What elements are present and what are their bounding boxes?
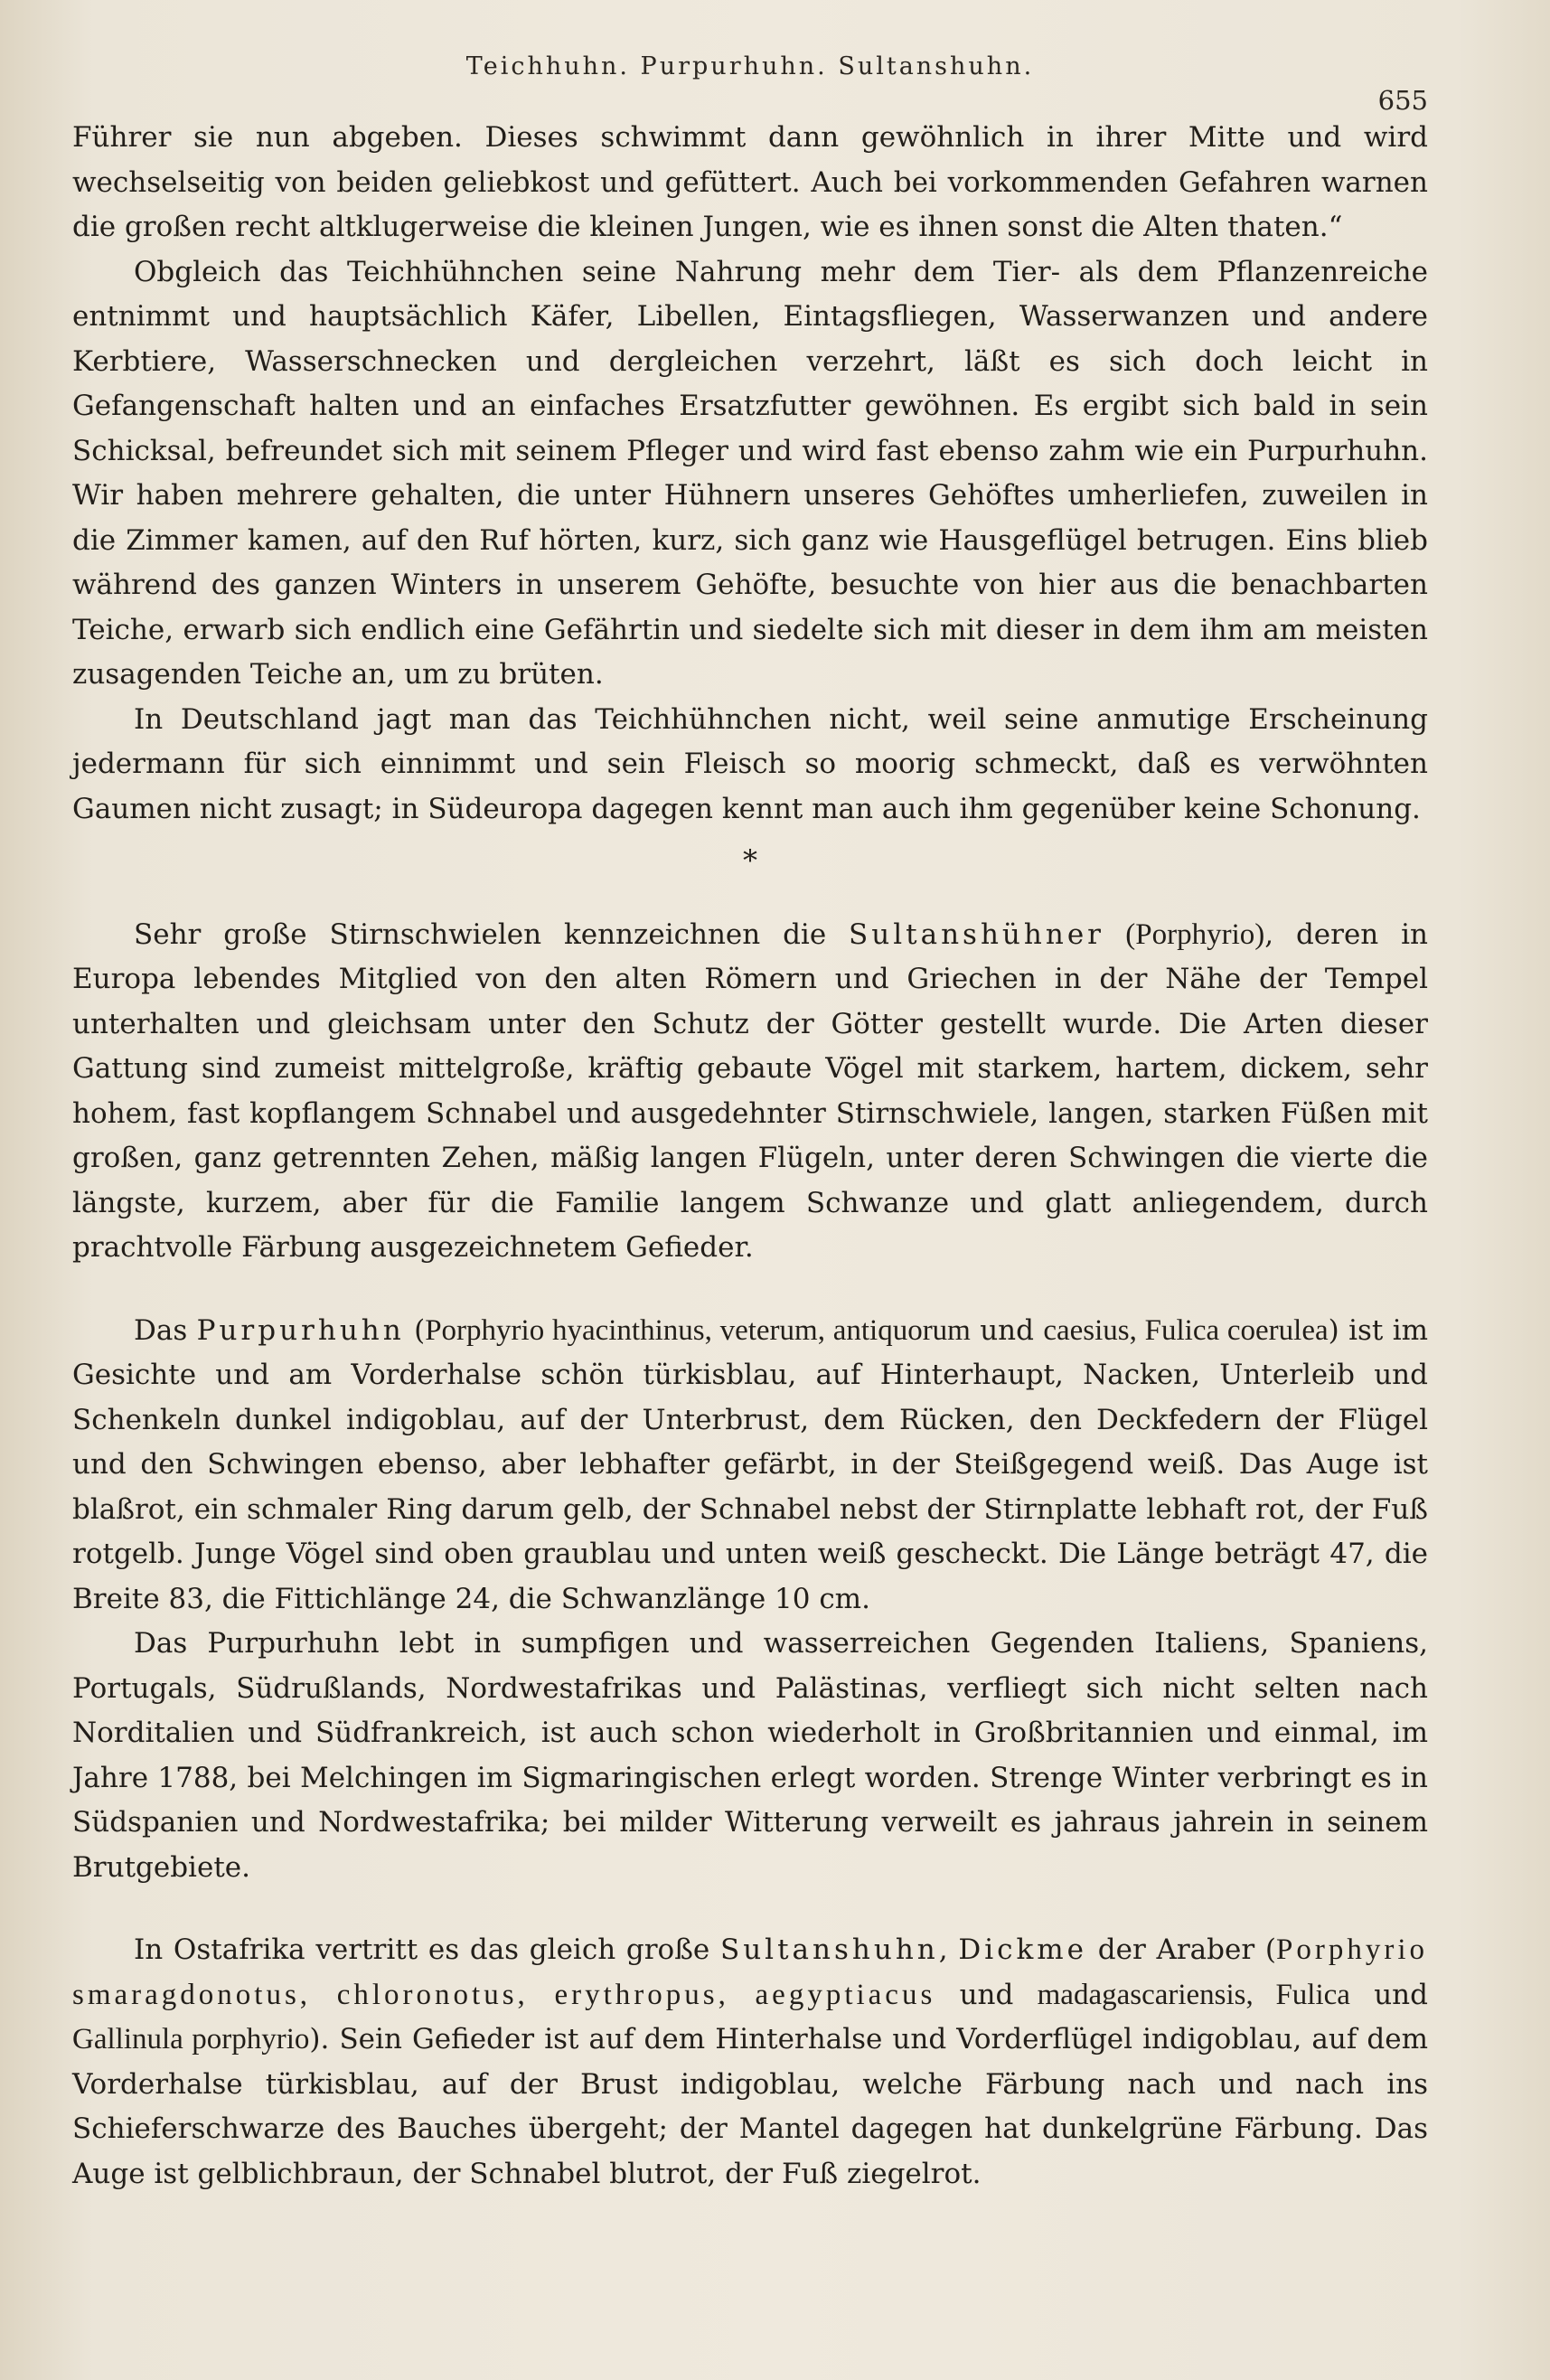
latin-name: caesius, Fulica coerulea [1043, 1313, 1329, 1347]
text-run: In Ostafrika vertritt es das gleich große [134, 1933, 720, 1966]
bold-term: Sultanshühner [849, 917, 1104, 951]
paragraph-continued: Führer sie nun abgeben. Dieses schwimmt dann gewöhnlich in ihrer Mitte und wird wechselseitig von beiden geliebkost und gefüttert. Auch bei vorkommenden Gefahren warnen die großen recht altklugerweise die kleinen Jungen, wie es ihnen sonst die Alten thaten.“ [72, 121, 1428, 243]
text-run: Sehr große Stirnschwielen kennzeichnen die [134, 917, 850, 951]
page-header [72, 52, 1428, 116]
latin-name: Gallinula porphyrio [72, 2023, 310, 2055]
paragraph-purpurhuhn-range: Das Purpurhuhn lebt in sumpfigen und wasserreichen Gegenden Italiens, Spaniens, Portugals, Südrußlands, Nordwestafrikas und Palästinas, verfliegt sich nicht selten nach Norditalien und Südfrankreich, ist auch schon wiederholt in Großbritannien und einmal, im Jahre 1788, bei Melchingen im Sigmaringischen erlegt worden. Strenge Winter verbringt es in Südspanien und Nordwestafrika; bei milder Witterung verweilt es jahraus jahrein in seinem Brutgebiete. [72, 1627, 1428, 1884]
text-run: , [938, 1933, 959, 1966]
bold-term: Sultanshuhn [719, 1933, 939, 1966]
page-body [72, 116, 1428, 2197]
text-run: ). Sein Gefieder ist auf dem Hinterhalse und Vorderflügel indigoblau, auf dem Vorderhalse türkisblau, auf der Brust indigoblau, welche Färbung nach und nach ins Schieferschwarze des Bauches übergeht; der Mantel dagegen hat dunkelgrüne Färbung. Das Auge ist gelblichbraun, der Schnabel blutrot, der Fuß ziegelrot. [72, 2023, 1428, 2190]
section-divider: * [743, 843, 757, 878]
paragraph-purpurhuhn-description [72, 1309, 1428, 1623]
paragraph-sultanshuhn-ostafrika [72, 1928, 1428, 2197]
text-run: ( [404, 1313, 426, 1347]
text-run: und [1349, 1978, 1428, 2011]
text-run: und [970, 1313, 1044, 1347]
latin-name: Porphyrio hyacinthinus, veterum, antiquorum [425, 1313, 971, 1347]
paragraph-teichhuhn-captivity: Obgleich das Teichhühnchen seine Nahrung mehr dem Tier- als dem Pflanzenreiche entnimmt und hauptsächlich Käfer, Libellen, Eintagsfliegen, Wasserwanzen und andere Kerbtiere, Wasserschnecken und dergleichen verzehrt, läßt es sich doch leicht in Gefangenschaft halten und an einfaches Ersatzfutter gewöhnen. Es ergibt sich bald in sein Schicksal, befreundet sich mit seinem Pfleger und wird fast ebenso zahm wie ein Purpurhuhn. Wir haben mehrere gehalten, die unter Hühnern unseres Gehöftes umherliefen, zuweilen in die Zimmer kamen, auf den Ruf hörten, kurz, sich ganz wie Hausgeflügel betrugen. Eins blieb während des ganzen Winters in unserem Gehöfte, besuchte von hier aus die benachbarten Teiche, erwarb sich endlich eine Gefährtin und siedelte sich mit dieser in dem ihm am meisten zusagenden Teiche an, um zu brüten. [72, 255, 1428, 691]
bold-term: Purpurhuhn [196, 1313, 405, 1347]
paragraph-sultanshuehner-intro [72, 913, 1428, 1271]
latin-name: (Porphyrio) [1104, 917, 1265, 951]
running-head: Teichhuhn. Purpurhuhn. Sultanshuhn. [465, 52, 1035, 80]
paragraph-teichhuhn-hunting: In Deutschland jagt man das Teichhühnchen nicht, weil seine anmutige Erscheinung jedermann für sich einnimmt und sein Fleisch so moorig schmeckt, daß es verwöhnten Gaumen nicht zusagt; in Südeuropa dagegen kennt man auch ihm gegenüber keine Schonung. [72, 702, 1428, 825]
text-run: , deren in Europa lebendes Mitglied von den alten Römern und Griechen in der Nähe der Tempel unterhalten und gleichsam unter den Schutz der Götter gestellt wurde. Die Arten dieser Gattung sind zumeist mittelgroße, kräftig gebaute Vögel mit starkem, hartem, dickem, sehr hohem, fast kopflangem Schnabel und ausgedehnter Stirnschwiele, langen, starken Füßen mit großen, ganz getrennten Zehen, mäßig langen Flügeln, unter deren Schwingen die vierte die längste, kurzem, aber für die Familie langem Schwanze und glatt anliegendem, durch prachtvolle Färbung ausgezeichnetem Gefieder. [72, 917, 1428, 1264]
latin-name: madagascariensis, Fulica [1037, 1978, 1350, 2011]
text-run: ) ist im Gesichte und am Vorderhalse schön türkisblau, auf Hinterhaupt, Nacken, Unterleib und Schenkeln dunkel indigoblau, auf der Unterbrust, dem Rücken, den Deckfedern der Flügel und den Schwingen ebenso, aber lebhafter gefärbt, in der Steißgegend weiß. Das Auge ist blaßrot, ein schmaler Ring darum gelb, der Schnabel nebst der Stirnplatte lebhaft rot, der Fuß rotgelb. Junge Vögel sind oben graublau und unten weiß gescheckt. Die Länge beträgt 47, die Breite 83, die Fittichlänge 24, die Schwanzlänge 10 cm. [72, 1313, 1429, 1615]
page-number: 655 [1377, 85, 1428, 116]
text-run: und [935, 1978, 1038, 2011]
text-run: Das [134, 1313, 197, 1347]
bold-term: Dickme [958, 1933, 1088, 1966]
text-run: der Araber ( [1087, 1933, 1276, 1966]
latin-name: Porphyrio smaragdonotus, chloronotus, erythropus, aegyptiacus [72, 1933, 1428, 2011]
